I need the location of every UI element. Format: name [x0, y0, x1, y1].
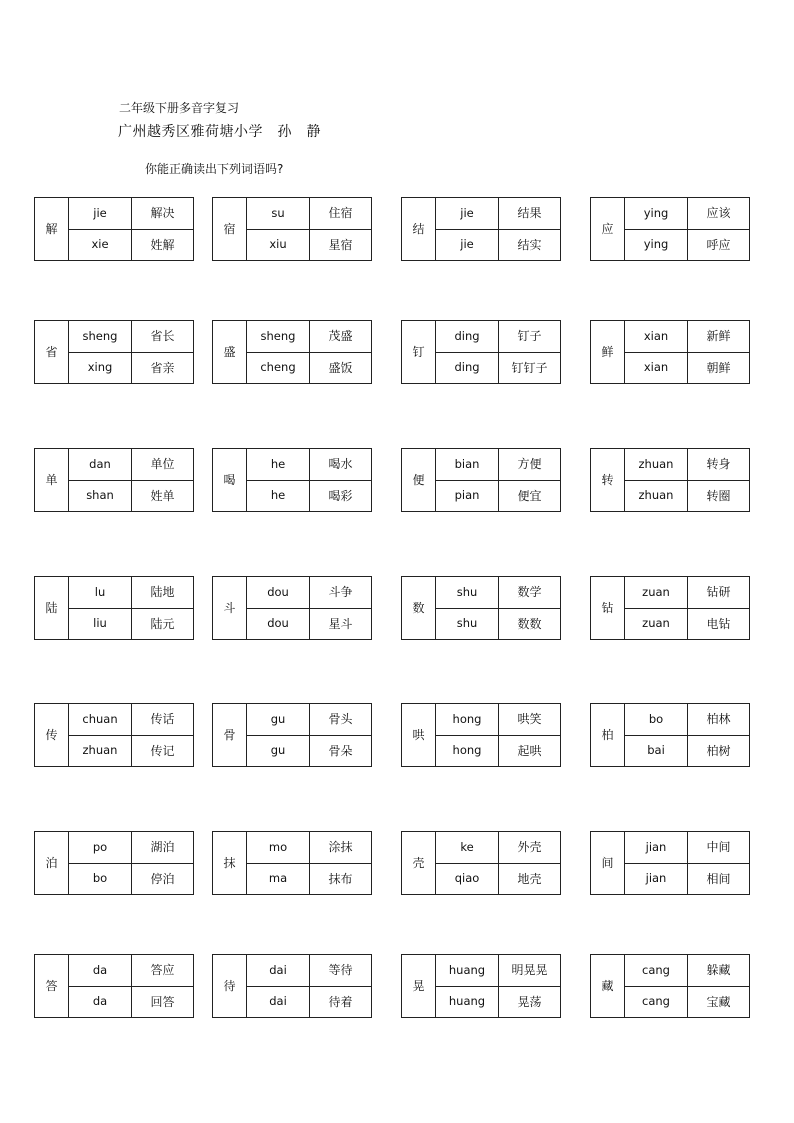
- example-word: 斗争: [310, 577, 372, 609]
- example-word: 停泊: [132, 863, 194, 895]
- worksheet-subtitle: 二年级下册多音字复习: [119, 101, 240, 115]
- pinyin-reading: bo: [69, 863, 132, 895]
- example-word: 朝鲜: [688, 352, 750, 384]
- polyphone-card: [590, 954, 750, 1018]
- example-word: 省亲: [132, 352, 194, 384]
- example-word: 外壳: [499, 832, 561, 864]
- example-word: 省长: [132, 321, 194, 353]
- polyphone-card: [590, 703, 750, 767]
- pinyin-reading: xiu: [247, 229, 310, 261]
- example-word: 方便: [499, 449, 561, 481]
- pinyin-reading: mo: [247, 832, 310, 864]
- polyphone-card: [212, 954, 372, 1018]
- pinyin-reading: cheng: [247, 352, 310, 384]
- example-word: 住宿: [310, 198, 372, 230]
- polyphone-card: [401, 448, 561, 512]
- example-word: 传话: [132, 704, 194, 736]
- polyphone-character: 骨: [213, 704, 247, 767]
- polyphone-character: 解: [35, 198, 69, 261]
- polyphone-character: 柏: [591, 704, 625, 767]
- example-word: 钉子: [499, 321, 561, 353]
- example-word: 姓单: [132, 480, 194, 512]
- polyphone-card: [212, 448, 372, 512]
- polyphone-character: 待: [213, 955, 247, 1018]
- example-word: 抹布: [310, 863, 372, 895]
- pinyin-reading: pian: [436, 480, 499, 512]
- pinyin-reading: xing: [69, 352, 132, 384]
- example-word: 星斗: [310, 608, 372, 640]
- example-word: 回答: [132, 986, 194, 1018]
- pinyin-reading: chuan: [69, 704, 132, 736]
- polyphone-character: 喝: [213, 449, 247, 512]
- example-word: 单位: [132, 449, 194, 481]
- polyphone-character: 答: [35, 955, 69, 1018]
- example-word: 待着: [310, 986, 372, 1018]
- pinyin-reading: hong: [436, 704, 499, 736]
- pinyin-reading: hong: [436, 735, 499, 767]
- example-word: 解决: [132, 198, 194, 230]
- polyphone-card: [212, 703, 372, 767]
- polyphone-character: 哄: [402, 704, 436, 767]
- polyphone-character: 宿: [213, 198, 247, 261]
- school-and-teacher: 广州越秀区雅荷塘小学 孙 静: [118, 124, 321, 140]
- polyphone-card: [401, 576, 561, 640]
- example-word: 起哄: [499, 735, 561, 767]
- pinyin-reading: shan: [69, 480, 132, 512]
- polyphone-character: 陆: [35, 577, 69, 640]
- example-word: 转身: [688, 449, 750, 481]
- pinyin-reading: shu: [436, 608, 499, 640]
- pinyin-reading: dou: [247, 608, 310, 640]
- pinyin-reading: jie: [436, 229, 499, 261]
- polyphone-card: [34, 703, 194, 767]
- pinyin-reading: ding: [436, 321, 499, 353]
- polyphone-card: [34, 197, 194, 261]
- pinyin-reading: zhuan: [625, 480, 688, 512]
- example-word: 应该: [688, 198, 750, 230]
- polyphone-card: [401, 954, 561, 1018]
- polyphone-card: [590, 197, 750, 261]
- pinyin-reading: ying: [625, 229, 688, 261]
- example-word: 骨朵: [310, 735, 372, 767]
- example-word: 钉钉子: [499, 352, 561, 384]
- polyphone-character: 数: [402, 577, 436, 640]
- example-word: 等待: [310, 955, 372, 987]
- polyphone-character: 传: [35, 704, 69, 767]
- pinyin-reading: lu: [69, 577, 132, 609]
- example-word: 结果: [499, 198, 561, 230]
- example-word: 数学: [499, 577, 561, 609]
- polyphone-character: 鲜: [591, 321, 625, 384]
- pinyin-reading: sheng: [69, 321, 132, 353]
- instruction-prompt: 你能正确读出下列词语吗?: [145, 162, 284, 176]
- example-word: 湖泊: [132, 832, 194, 864]
- pinyin-reading: gu: [247, 704, 310, 736]
- polyphone-character: 泊: [35, 832, 69, 895]
- pinyin-reading: qiao: [436, 863, 499, 895]
- pinyin-reading: jian: [625, 863, 688, 895]
- polyphone-card: [34, 954, 194, 1018]
- example-word: 躲藏: [688, 955, 750, 987]
- example-word: 地壳: [499, 863, 561, 895]
- polyphone-character: 藏: [591, 955, 625, 1018]
- example-word: 中间: [688, 832, 750, 864]
- polyphone-character: 应: [591, 198, 625, 261]
- pinyin-reading: cang: [625, 955, 688, 987]
- polyphone-card: [590, 831, 750, 895]
- example-word: 相间: [688, 863, 750, 895]
- example-word: 柏树: [688, 735, 750, 767]
- example-word: 转圈: [688, 480, 750, 512]
- example-word: 呼应: [688, 229, 750, 261]
- polyphone-card: [401, 197, 561, 261]
- pinyin-reading: ding: [436, 352, 499, 384]
- example-word: 喝彩: [310, 480, 372, 512]
- pinyin-reading: ying: [625, 198, 688, 230]
- example-word: 电钻: [688, 608, 750, 640]
- example-word: 哄笑: [499, 704, 561, 736]
- pinyin-reading: bai: [625, 735, 688, 767]
- pinyin-reading: zuan: [625, 577, 688, 609]
- example-word: 传记: [132, 735, 194, 767]
- pinyin-reading: zuan: [625, 608, 688, 640]
- pinyin-reading: po: [69, 832, 132, 864]
- polyphone-character: 盛: [213, 321, 247, 384]
- pinyin-reading: xian: [625, 321, 688, 353]
- polyphone-card: [212, 197, 372, 261]
- pinyin-reading: jie: [69, 198, 132, 230]
- pinyin-reading: zhuan: [625, 449, 688, 481]
- example-word: 星宿: [310, 229, 372, 261]
- example-word: 钻研: [688, 577, 750, 609]
- example-word: 宝藏: [688, 986, 750, 1018]
- polyphone-card: [590, 576, 750, 640]
- polyphone-character: 钉: [402, 321, 436, 384]
- pinyin-reading: he: [247, 480, 310, 512]
- polyphone-card: [590, 448, 750, 512]
- polyphone-character: 抹: [213, 832, 247, 895]
- pinyin-reading: xian: [625, 352, 688, 384]
- polyphone-card: [401, 703, 561, 767]
- example-word: 盛饭: [310, 352, 372, 384]
- pinyin-reading: dan: [69, 449, 132, 481]
- example-word: 涂抹: [310, 832, 372, 864]
- polyphone-character: 省: [35, 321, 69, 384]
- polyphone-character: 结: [402, 198, 436, 261]
- example-word: 陆地: [132, 577, 194, 609]
- polyphone-card: [590, 320, 750, 384]
- polyphone-character: 单: [35, 449, 69, 512]
- polyphone-card: [34, 831, 194, 895]
- pinyin-reading: shu: [436, 577, 499, 609]
- pinyin-reading: dai: [247, 986, 310, 1018]
- pinyin-reading: cang: [625, 986, 688, 1018]
- polyphone-card: [34, 576, 194, 640]
- polyphone-character: 壳: [402, 832, 436, 895]
- pinyin-reading: sheng: [247, 321, 310, 353]
- pinyin-reading: he: [247, 449, 310, 481]
- example-word: 喝水: [310, 449, 372, 481]
- polyphone-character: 钻: [591, 577, 625, 640]
- pinyin-reading: bo: [625, 704, 688, 736]
- polyphone-card: [212, 831, 372, 895]
- pinyin-reading: liu: [69, 608, 132, 640]
- pinyin-reading: jian: [625, 832, 688, 864]
- example-word: 茂盛: [310, 321, 372, 353]
- example-word: 骨头: [310, 704, 372, 736]
- example-word: 便宜: [499, 480, 561, 512]
- example-word: 明晃晃: [499, 955, 561, 987]
- pinyin-reading: da: [69, 986, 132, 1018]
- example-word: 答应: [132, 955, 194, 987]
- polyphone-card: [401, 320, 561, 384]
- polyphone-card: [34, 448, 194, 512]
- example-word: 姓解: [132, 229, 194, 261]
- polyphone-card: [401, 831, 561, 895]
- pinyin-reading: xie: [69, 229, 132, 261]
- pinyin-reading: su: [247, 198, 310, 230]
- pinyin-reading: jie: [436, 198, 499, 230]
- pinyin-reading: gu: [247, 735, 310, 767]
- polyphone-character: 转: [591, 449, 625, 512]
- example-word: 陆元: [132, 608, 194, 640]
- polyphone-card: [212, 320, 372, 384]
- pinyin-reading: dai: [247, 955, 310, 987]
- example-word: 数数: [499, 608, 561, 640]
- pinyin-reading: da: [69, 955, 132, 987]
- polyphone-character: 晃: [402, 955, 436, 1018]
- pinyin-reading: huang: [436, 986, 499, 1018]
- example-word: 结实: [499, 229, 561, 261]
- pinyin-reading: dou: [247, 577, 310, 609]
- pinyin-reading: zhuan: [69, 735, 132, 767]
- pinyin-reading: huang: [436, 955, 499, 987]
- pinyin-reading: bian: [436, 449, 499, 481]
- polyphone-card: [34, 320, 194, 384]
- pinyin-reading: ma: [247, 863, 310, 895]
- polyphone-character: 便: [402, 449, 436, 512]
- polyphone-character: 间: [591, 832, 625, 895]
- example-word: 晃荡: [499, 986, 561, 1018]
- example-word: 柏林: [688, 704, 750, 736]
- polyphone-character: 斗: [213, 577, 247, 640]
- pinyin-reading: ke: [436, 832, 499, 864]
- polyphone-card: [212, 576, 372, 640]
- example-word: 新鲜: [688, 321, 750, 353]
